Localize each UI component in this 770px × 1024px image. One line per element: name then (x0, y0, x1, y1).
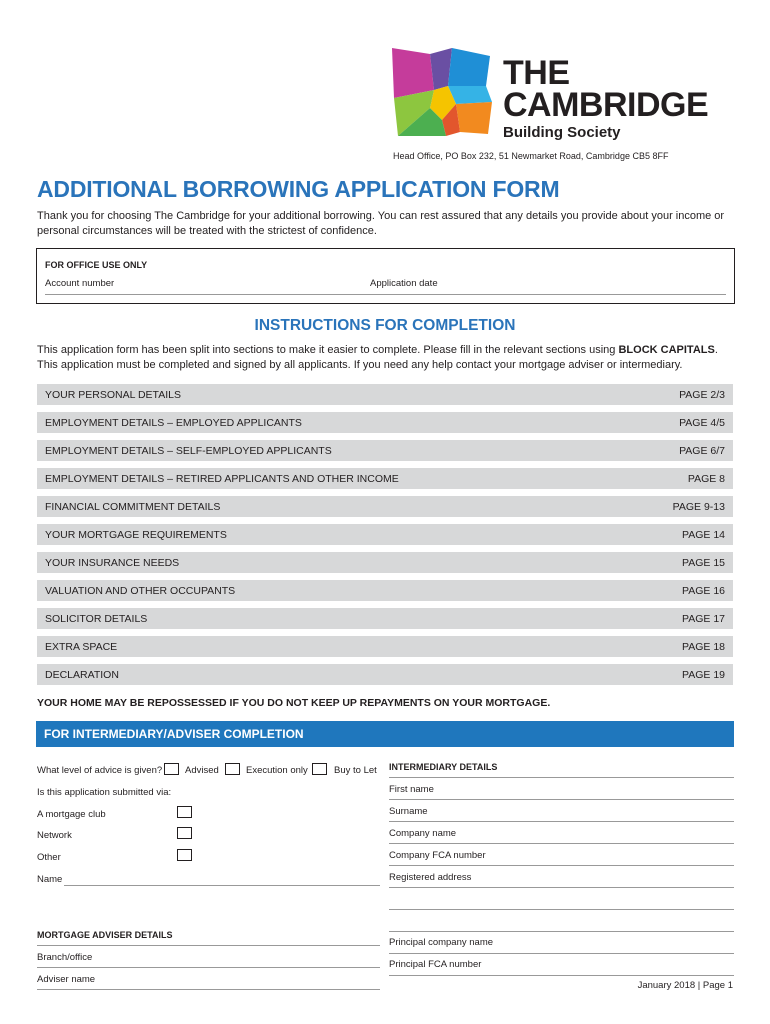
section-page: PAGE 8 (687, 472, 725, 485)
execution-only-checkbox[interactable] (225, 763, 240, 775)
mortgage-club-checkbox[interactable] (177, 806, 192, 818)
section-row-self-employed (37, 440, 733, 461)
other-label: Other (37, 852, 61, 863)
advised-label: Advised (185, 765, 219, 776)
surname-line[interactable] (389, 821, 734, 822)
intermediary-divider (389, 777, 734, 778)
intro-text: Thank you for choosing The Cambridge for your additional borrowing. You can rest assured that any details you provide about your income or personal circumstances will be treated with the strictest of confidence. (37, 210, 725, 237)
submitted-via-question: Is this application submitted via: (37, 787, 172, 798)
section-row-retired (37, 468, 733, 489)
section-page: PAGE 15 (682, 556, 725, 569)
principal-fca-label: Principal FCA number (389, 959, 482, 970)
page-footer: January 2018 | Page 1 (637, 980, 733, 991)
application-date-label: Application date (370, 278, 438, 289)
instructions-text-end: . This application must be completed and signed by all applicants. If you need any help contact your mortgage adviser or intermediary. (37, 344, 718, 371)
logo-line-building-society: Building Society (503, 124, 621, 141)
section-row-personal-details (37, 384, 733, 405)
registered-address-line-1[interactable] (389, 887, 734, 888)
section-label: YOUR MORTGAGE REQUIREMENTS (45, 528, 227, 541)
registered-address-line-2[interactable] (389, 909, 734, 910)
name-input-line[interactable] (64, 885, 380, 886)
company-name-label: Company name (389, 828, 457, 839)
section-row-financial-commitments (37, 496, 733, 517)
section-row-solicitor (37, 608, 733, 629)
mortgage-club-label: A mortgage club (37, 809, 106, 820)
registered-address-label: Registered address (389, 872, 472, 883)
office-use-box (36, 248, 735, 304)
section-page: PAGE 6/7 (679, 444, 725, 457)
adviser-name-line[interactable] (37, 989, 380, 990)
section-row-employed (37, 412, 733, 433)
instructions-title: INSTRUCTIONS FOR COMPLETION (254, 317, 516, 334)
principal-company-label: Principal company name (389, 937, 494, 948)
other-checkbox[interactable] (177, 849, 192, 861)
advice-level-question: What level of advice is given? (37, 765, 163, 776)
logo-line-the: THE (503, 54, 570, 92)
section-label: FINANCIAL COMMITMENT DETAILS (45, 500, 221, 513)
section-page: PAGE 9-13 (672, 500, 725, 513)
section-page: PAGE 14 (682, 528, 725, 541)
section-label: YOUR PERSONAL DETAILS (45, 388, 181, 401)
logo-line-cambridge: CAMBRIDGE (503, 86, 709, 124)
cambridge-logo-icon (390, 46, 496, 138)
adviser-name-label: Adviser name (37, 974, 96, 985)
section-page: PAGE 17 (682, 612, 725, 625)
section-page: PAGE 2/3 (679, 388, 725, 401)
network-label: Network (37, 830, 72, 841)
office-use-line[interactable] (45, 294, 726, 295)
network-checkbox[interactable] (177, 827, 192, 839)
adviser-details-title: MORTGAGE ADVISER DETAILS (37, 930, 173, 940)
advised-checkbox[interactable] (164, 763, 179, 775)
logo-wordmark (503, 54, 709, 141)
first-name-line[interactable] (389, 799, 734, 800)
section-label: EXTRA SPACE (45, 640, 118, 653)
section-list (37, 384, 733, 692)
principal-company-line[interactable] (389, 953, 734, 954)
name-label: Name (37, 874, 63, 885)
account-number-label: Account number (45, 278, 115, 289)
section-label: YOUR INSURANCE NEEDS (45, 556, 180, 569)
head-office-address: Head Office, PO Box 232, 51 Newmarket Road, Cambridge CB5 8FF (393, 151, 669, 161)
principal-fca-line[interactable] (389, 975, 734, 976)
instructions-text-bold: BLOCK CAPITALS (618, 344, 715, 356)
registered-address-line-3[interactable] (389, 931, 734, 932)
execution-only-label: Execution only (246, 765, 308, 776)
section-page: PAGE 16 (682, 584, 725, 597)
section-page: PAGE 18 (682, 640, 725, 653)
page-title: ADDITIONAL BORROWING APPLICATION FORM (37, 176, 560, 202)
section-page: PAGE 19 (682, 668, 725, 681)
section-label: EMPLOYMENT DETAILS – EMPLOYED APPLICANTS (45, 416, 302, 429)
section-label: VALUATION AND OTHER OCCUPANTS (45, 584, 236, 597)
first-name-label: First name (389, 784, 434, 795)
section-row-declaration (37, 664, 733, 685)
buy-to-let-label: Buy to Let (334, 765, 377, 776)
company-fca-label: Company FCA number (389, 850, 486, 861)
branch-office-line[interactable] (37, 967, 380, 968)
section-row-extra-space (37, 636, 733, 657)
section-label: SOLICITOR DETAILS (45, 612, 148, 625)
instructions-text (37, 343, 737, 372)
section-row-mortgage-requirements (37, 524, 733, 545)
section-label: EMPLOYMENT DETAILS – RETIRED APPLICANTS AND OTHER INCOME (45, 472, 399, 485)
repossession-warning: YOUR HOME MAY BE REPOSSESSED IF YOU DO NOT KEEP UP REPAYMENTS ON YOUR MORTGAGE. (37, 697, 551, 709)
intermediary-section-header: FOR INTERMEDIARY/ADVISER COMPLETION (36, 721, 734, 747)
office-use-title: FOR OFFICE USE ONLY (45, 260, 148, 270)
company-fca-line[interactable] (389, 865, 734, 866)
section-row-insurance (37, 552, 733, 573)
intermediary-details-title: INTERMEDIARY DETAILS (389, 762, 498, 772)
section-row-valuation (37, 580, 733, 601)
adviser-divider (37, 945, 380, 946)
branch-office-label: Branch/office (37, 952, 93, 963)
company-name-line[interactable] (389, 843, 734, 844)
surname-label: Surname (389, 806, 428, 817)
section-label: DECLARATION (45, 668, 119, 681)
section-page: PAGE 4/5 (679, 416, 725, 429)
buy-to-let-checkbox[interactable] (312, 763, 327, 775)
section-label: EMPLOYMENT DETAILS – SELF-EMPLOYED APPLICANTS (45, 444, 332, 457)
instructions-text-start: This application form has been split into sections to make it easier to complete. Please fill in the relevant sections using (37, 344, 619, 356)
